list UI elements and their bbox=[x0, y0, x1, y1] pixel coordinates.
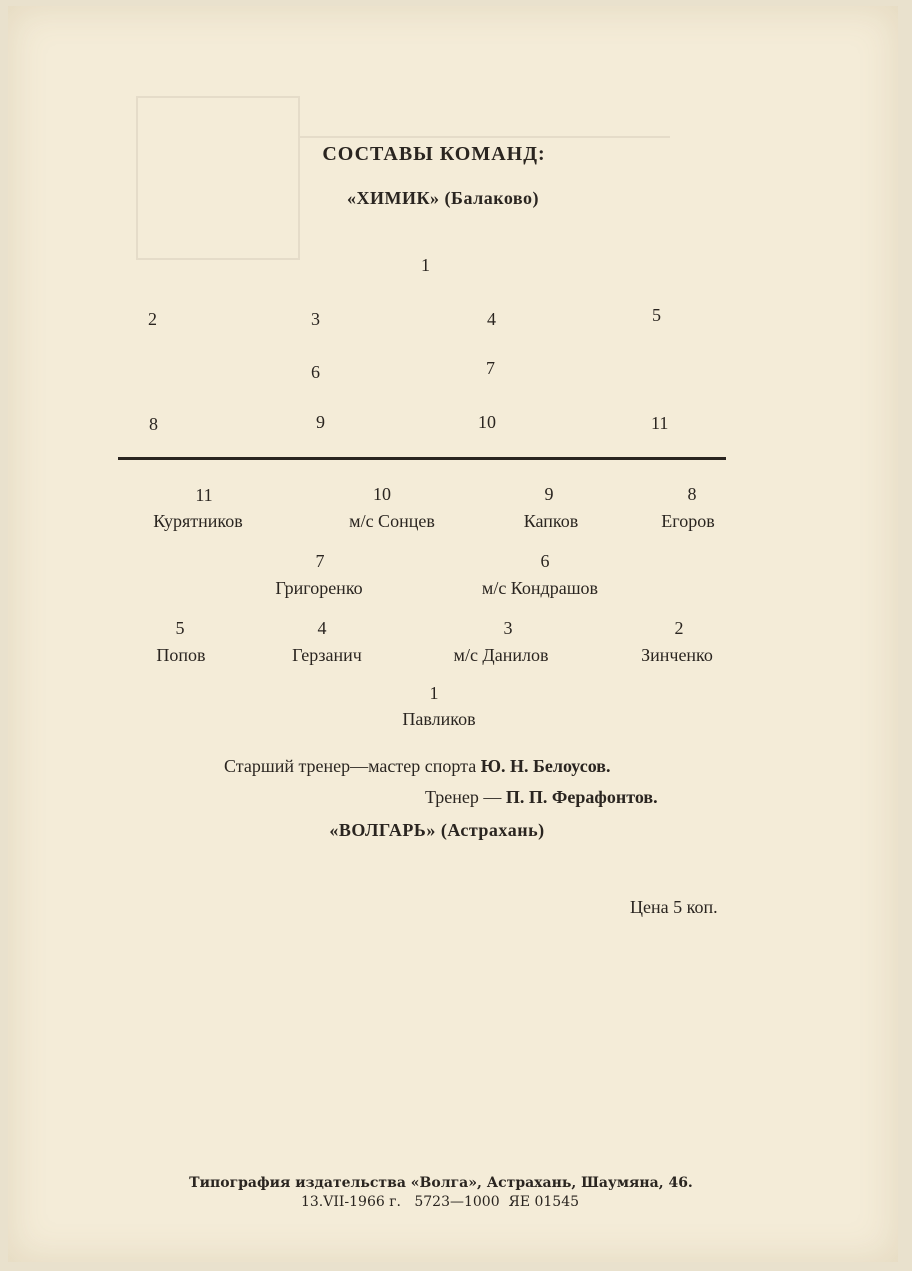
home-team-title: «ХИМИК» (Балаково) bbox=[347, 188, 539, 208]
formation-number: 3 bbox=[311, 309, 320, 329]
player-name: Зинченко bbox=[641, 645, 713, 665]
formation-number: 5 bbox=[652, 305, 661, 325]
player-name: Григоренко bbox=[275, 578, 363, 598]
player-name: Курятников bbox=[153, 511, 243, 531]
bleed-through-stamp bbox=[136, 96, 300, 260]
formation-number: 6 bbox=[311, 362, 320, 382]
player-number: 5 bbox=[175, 618, 185, 638]
player-name: Егоров bbox=[661, 511, 715, 531]
player-number: 3 bbox=[503, 618, 513, 638]
formation-number: 7 bbox=[486, 358, 495, 378]
formation-number: 4 bbox=[487, 309, 496, 329]
formation-number: 9 bbox=[316, 412, 325, 432]
player-name: м/с Данилов bbox=[453, 645, 549, 665]
printer-imprint: Типография издательства «Волга», Астрахань, Шаумяна, 46. bbox=[189, 1175, 693, 1191]
player-number: 2 bbox=[674, 618, 684, 638]
player-number: 4 bbox=[317, 618, 327, 638]
player-number: 7 bbox=[315, 551, 325, 571]
coach-line bbox=[425, 787, 658, 808]
formation-number: 2 bbox=[148, 309, 157, 329]
player-number: 8 bbox=[687, 484, 697, 504]
player-name: м/с Сонцев bbox=[349, 511, 435, 531]
player-name: Попов bbox=[156, 645, 206, 665]
player-number: 9 bbox=[544, 484, 554, 504]
player-name: Герзанич bbox=[292, 645, 362, 665]
player-name: Павликов bbox=[402, 709, 476, 729]
lineups-heading: СОСТАВЫ КОМАНД: bbox=[322, 143, 546, 165]
player-number: 6 bbox=[540, 551, 550, 571]
print-details: 13.VII-1966 г. 5723—1000 ЯЕ 01545 bbox=[300, 1194, 580, 1210]
price-label: Цена 5 коп. bbox=[630, 897, 718, 917]
player-number: 1 bbox=[429, 683, 439, 703]
senior-coach-name: Ю. Н. Белоусов. bbox=[480, 756, 611, 776]
formation-number: 8 bbox=[149, 414, 158, 434]
player-name: Капков bbox=[523, 511, 579, 531]
senior-coach-role: Старший тренер—мастер спорта bbox=[224, 756, 481, 776]
coach-role: Тренер — bbox=[425, 787, 506, 807]
field-center-line bbox=[118, 457, 726, 460]
player-number: 10 bbox=[373, 484, 391, 504]
player-number: 11 bbox=[195, 485, 213, 505]
formation-number: 11 bbox=[651, 413, 669, 433]
senior-coach-line bbox=[224, 756, 611, 777]
formation-number: 10 bbox=[478, 412, 496, 432]
formation-number: 1 bbox=[421, 255, 430, 275]
coach-name: П. П. Ферафонтов. bbox=[505, 787, 658, 807]
away-team-title: «ВОЛГАРЬ» (Астрахань) bbox=[329, 820, 545, 840]
player-name: м/с Кондрашов bbox=[481, 578, 599, 598]
bleed-through-frame bbox=[300, 96, 670, 138]
